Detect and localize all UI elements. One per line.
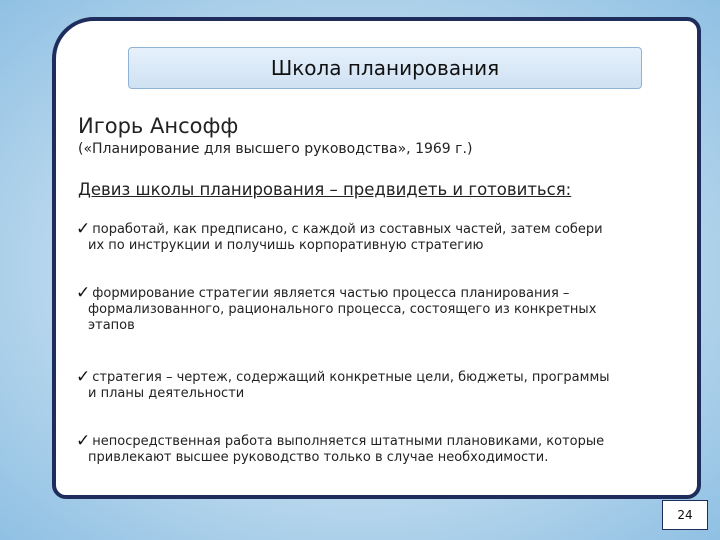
page-number-box [662,500,708,530]
bullet-item [76,369,686,402]
checkmark-icon: ✓ [76,283,91,303]
bullet-text-line: этапов [88,318,135,333]
checkmark-icon: ✓ [76,219,91,239]
bullet-text-line: формирование стратегии является частью процесса планирования – [92,286,570,301]
checkmark-icon: ✓ [76,431,91,451]
bullet-text-line: и планы деятельности [88,386,245,401]
page-number: 24 [677,508,693,522]
school-motto: Девиз школы планирования – предвидеть и готовиться: [78,180,572,199]
bullet-item [76,285,686,334]
bullet-text-line: непосредственная работа выполняется штатными плановиками, которые [92,434,605,449]
checkmark-icon: ✓ [76,367,91,387]
bullet-text-line: стратегия – чертеж, содержащий конкретные цели, бюджеты, программы [92,370,610,385]
bullet-item [76,221,686,254]
bullet-text-line: поработай, как предписано, с каждой из составных частей, затем собери [92,222,603,237]
bullet-item [76,433,686,466]
bullet-text-line: привлекают высшее руководство только в случае необходимости. [88,450,549,465]
slide-title: Школа планирования [270,56,500,80]
author-name: Игорь Ансофф [78,114,239,138]
slide-card [52,17,701,499]
slide-title-box [128,47,642,89]
bullet-text-line: формализованного, рационального процесса, состоящего из конкретных [88,302,597,317]
book-reference: («Планирование для высшего руководства», 1969 г.) [78,141,473,157]
bullet-text-line: их по инструкции и получишь корпоративную стратегию [88,238,484,253]
